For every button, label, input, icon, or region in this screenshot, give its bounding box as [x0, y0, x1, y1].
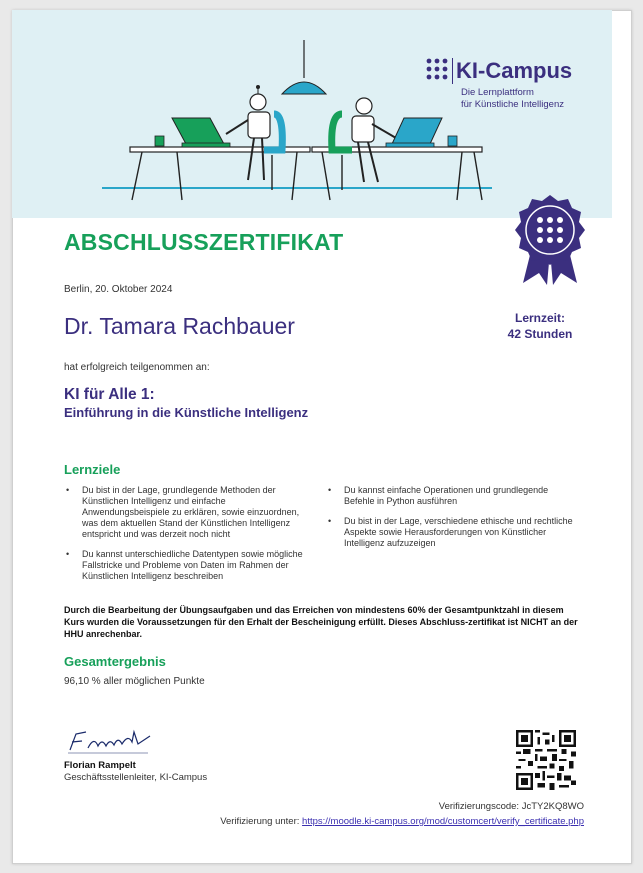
verification-link[interactable]: https://moodle.ki-campus.org/mod/customcert/verify_certificate.php [302, 816, 584, 827]
ki-campus-logo [426, 58, 573, 110]
lernziel-item: • Du kannst einfache Operationen und grundlegende Befehle in Python ausführen [326, 485, 576, 507]
verification-code: Verifizierungscode: JcTY2KQ8WO [438, 801, 584, 812]
lernziel-item: • Du bist in der Lage, verschiedene ethische und rechtliche Aspekte sowie Herausforderungen von Künstlicher Intelligenz aufzuzeigen [326, 516, 576, 549]
signer-name: Florian Rampelt [64, 760, 136, 771]
recipient-name: Dr. Tamara Rachbauer [64, 313, 295, 339]
qr-code-icon [516, 730, 576, 790]
participation-text: hat erfolgreich teilgenommen an: [64, 362, 210, 373]
logo-tagline-line-1: Die Lernplattform [461, 87, 534, 98]
ki-campus-logo-icon [426, 58, 448, 80]
logo-tagline-line-2: für Künstliche Intelligenz [461, 99, 564, 110]
certificate-title: ABSCHLUSSZERTIFIKAT [64, 229, 344, 255]
place-date: Berlin, 20. Oktober 2024 [64, 284, 173, 295]
lernzeit [470, 310, 610, 342]
logo-name: KI-Campus [456, 58, 573, 83]
signature-icon [64, 728, 154, 756]
requirements-note: Durch die Bearbeitung der Übungsaufgaben und das Erreichen von mindestens 60% der Gesamtpunktzahl in diesem Kurs wurden die Voraussetzungen für den Erhalt der Bescheinigung erfüllt. Dieses Abschluss-zertifikat ist NICHT an der HHU anrechenbar. [64, 605, 578, 639]
office-illustration-icon [12, 10, 612, 218]
verification-line [120, 816, 584, 827]
course-title: KI für Alle 1: [64, 386, 155, 403]
seal-badge-icon [505, 193, 595, 285]
result-value: 96,10 % aller möglichen Punkte [64, 676, 205, 687]
lernzeit-label: Lernzeit: [514, 311, 565, 325]
header-illustration [12, 10, 612, 218]
lernziel-item: • Du kannst unterschiedliche Datentypen sowie mögliche Fallstricke und Probleme von Daten im Rahmen der Künstlichen Intelligenz beschreiben [64, 549, 304, 582]
logo-tagline [461, 87, 564, 111]
lernziele-left-list [64, 485, 304, 591]
course-subtitle: Einführung in die Künstliche Intelligenz [64, 405, 309, 420]
verification-url-label: Verifizierung unter: [220, 816, 303, 827]
lernziele-right-list [326, 485, 576, 558]
lernzeit-value: 42 Stunden [507, 327, 573, 341]
lernziele-heading: Lernziele [64, 462, 121, 477]
logo-separator [452, 58, 453, 84]
signer-role: Geschäftsstellenleiter, KI-Campus [64, 772, 208, 783]
lernziel-item: • Du bist in der Lage, grundlegende Methoden der Künstlichen Intelligenz und einfache Anwendungsbeispiele zu erklären, sowie einzuordnen, was dem aktuellen Stand der Künstlichen Intelligenz entspricht und was derzeit noch nicht [64, 485, 304, 540]
result-heading: Gesamtergebnis [64, 654, 166, 669]
